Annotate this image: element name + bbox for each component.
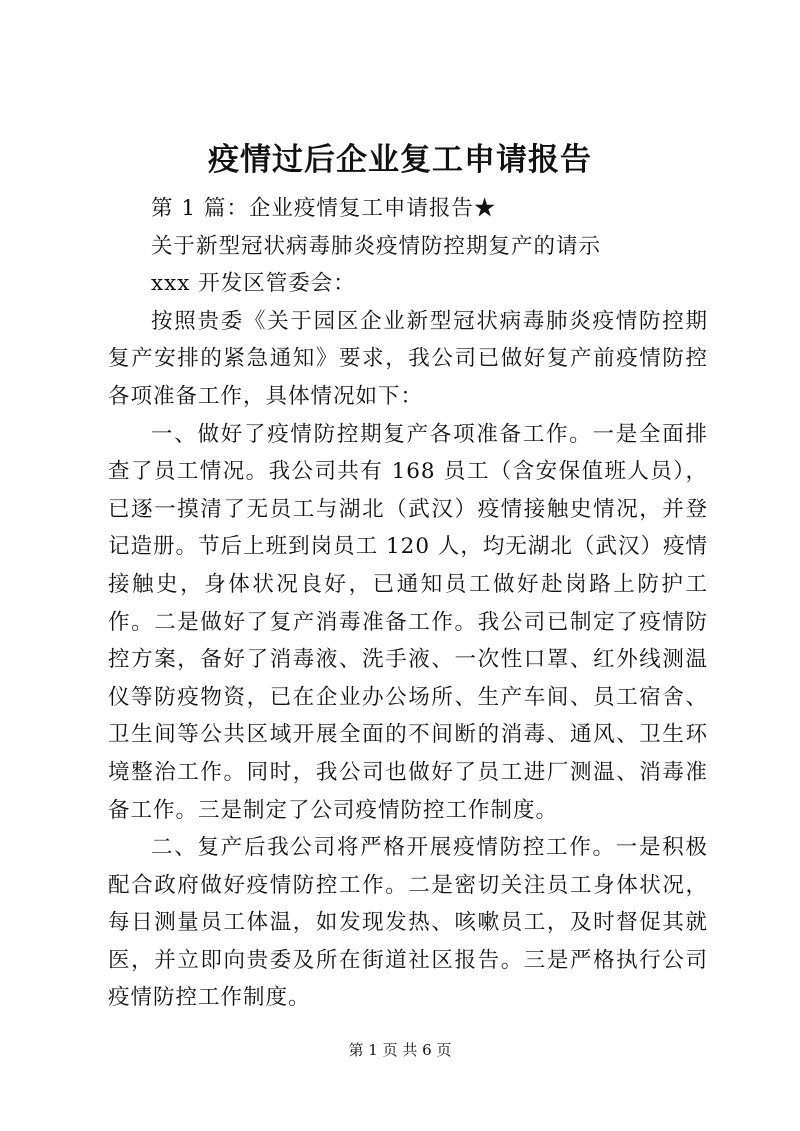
recipient-line: xxx 开发区管委会： bbox=[151, 271, 356, 297]
document-body bbox=[108, 190, 708, 1017]
page-number-footer: 第 1 页 共 6 页 bbox=[348, 1041, 452, 1059]
request-subject: 关于新型冠状病毒肺炎疫情防控期复产的请示 bbox=[151, 233, 602, 259]
body-paragraph: 二、复产后我公司将严格开展疫情防控工作。一是积极配合政府做好疫情防控工作。二是密切关注员工身体状况，每日测量员工体温，如发现发热、咳嗽员工，及时督促其就医，并立即向贵委及所在街道社区报告。三是严格执行公司疫情防控工作制度。 bbox=[108, 835, 708, 1011]
body-paragraph: 按照贵委《关于园区企业新型冠状病毒肺炎疫情防控期复产安排的紧急通知》要求，我公司已做好复产前疫情防控各项准备工作，具体情况如下： bbox=[108, 308, 708, 409]
document-title: 疫情过后企业复工申请报告 bbox=[208, 142, 592, 178]
section-heading: 第 1 篇：企业疫情复工申请报告★ bbox=[151, 196, 497, 221]
body-paragraph: 一、做好了疫情防控期复产各项准备工作。一是全面排查了员工情况。我公司共有 168 员工（含安保值班人员），已逐一摸清了无员工与湖北（武汉）疫情接触史情况，并登记造册。节后上班到岗员工 120 人，均无湖北（武汉）疫情接触史，身体状况良好，已通知员工做好赴岗路上防护工作。二是做好了复产消毒准备工作。我公司已制定了疫情防控方案，备好了消毒液、洗手液、一次性口罩、红外线测温仪等防疫物资，已在企业办公场所、生产车间、员工宿舍、卫生间等公共区域开展全面的不间断的消毒、通风、卫生环境整治工作。同时，我公司也做好了员工进厂测温、消毒准备工作。三是制定了公司疫情防控工作制度。 bbox=[108, 421, 708, 823]
